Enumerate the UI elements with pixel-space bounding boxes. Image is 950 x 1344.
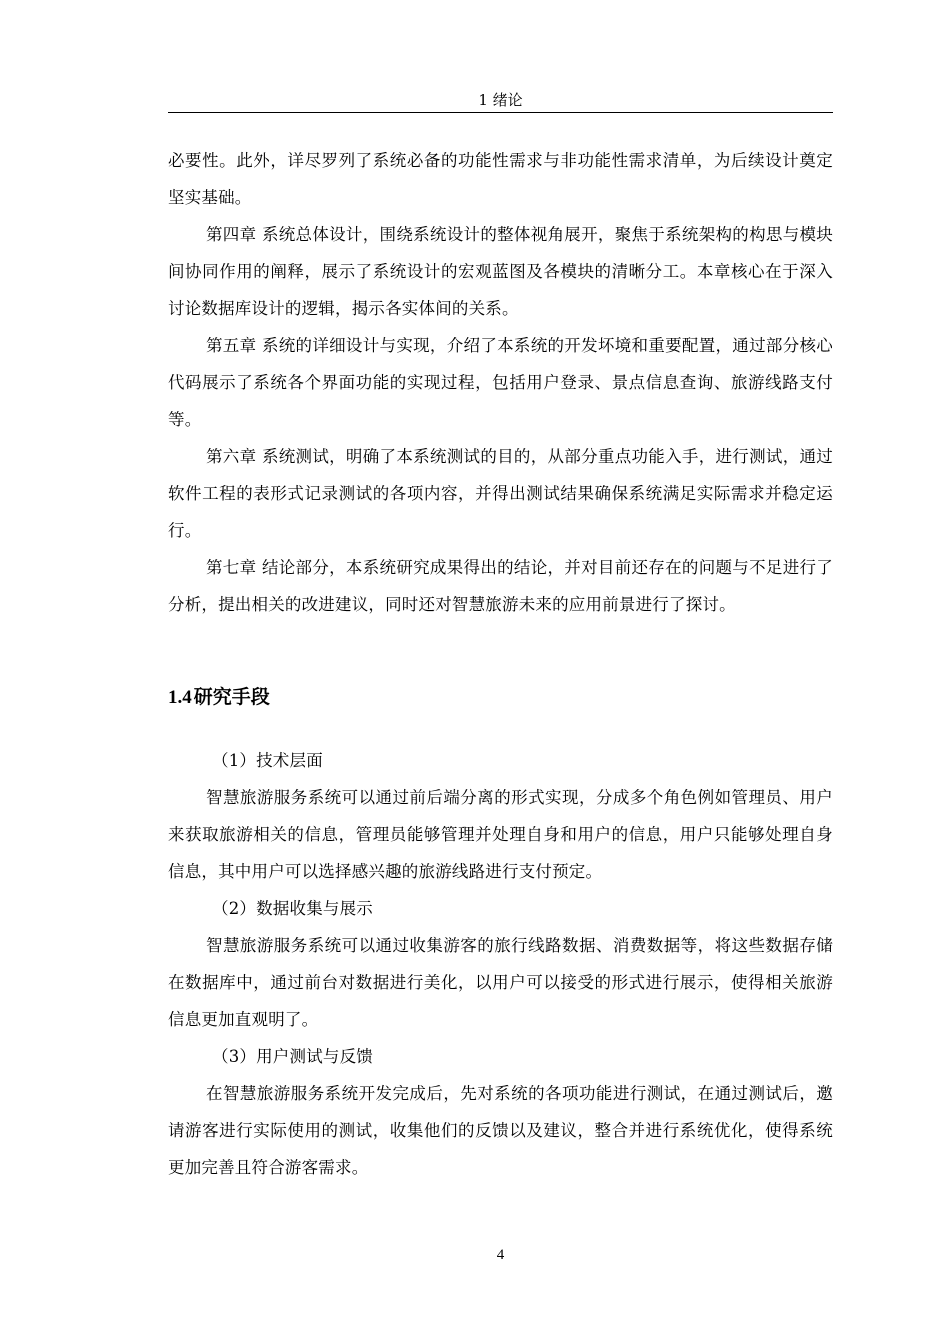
subsection-heading-data: （2）数据收集与展示	[212, 899, 373, 918]
subsection-text-data: 智慧旅游服务系统可以通过收集游客的旅行线路数据、消费数据等，将这些数据存储在数据库中，通过前台对数据进行美化，以用户可以接受的形式进行展示，使得相关旅游信息更加直观明了。	[168, 936, 833, 1029]
subsection-heading-testing: （3）用户测试与反馈	[212, 1047, 373, 1066]
section-number: 1.4	[168, 687, 192, 708]
section-title: 研究手段	[193, 686, 270, 708]
paragraph-chapter-6: 第六章 系统测试，明确了本系统测试的目的，从部分重点功能入手，进行测试，通过软件工程的表形式记录测试的各项内容，并得出测试结果确保系统满足实际需求并稳定运行。	[168, 447, 833, 540]
running-header: 1 绪论	[478, 91, 523, 109]
subsection-heading-technical: （1）技术层面	[212, 751, 323, 770]
paragraph-chapter-5: 第五章 系统的详细设计与实现，介绍了本系统的开发坏境和重要配置，通过部分核心代码展示了系统各个界面功能的实现过程，包括用户登录、景点信息查询、旅游线路支付等。	[168, 336, 833, 429]
paragraph-continuation: 必要性。此外，详尽罗列了系统必备的功能性需求与非功能性需求清单，为后续设计奠定坚实基础。	[168, 151, 833, 207]
header-rule	[168, 112, 833, 113]
section-heading	[168, 682, 270, 713]
page-number: 4	[496, 1247, 505, 1263]
paragraph-chapter-4: 第四章 系统总体设计，围绕系统设计的整体视角展开，聚焦于系统架构的构思与模块间协同作用的阐释，展示了系统设计的宏观蓝图及各模块的清晰分工。本章核心在于深入讨论数据库设计的逻辑，揭示各实体间的关系。	[168, 225, 833, 318]
paragraph-chapter-7: 第七章 结论部分，本系统研究成果得出的结论，并对目前还存在的问题与不足进行了分析，提出相关的改进建议，同时还对智慧旅游未来的应用前景进行了探讨。	[168, 558, 833, 614]
subsection-text-technical: 智慧旅游服务系统可以通过前后端分离的形式实现，分成多个角色例如管理员、用户来获取旅游相关的信息，管理员能够管理并处理自身和用户的信息，用户只能够处理自身信息，其中用户可以选择感兴趣的旅游线路进行支付预定。	[168, 788, 833, 881]
subsection-text-testing: 在智慧旅游服务系统开发完成后，先对系统的各项功能进行测试，在通过测试后，邀请游客进行实际使用的测试，收集他们的反馈以及建议，整合并进行系统优化，使得系统更加完善且符合游客需求。	[168, 1084, 833, 1177]
